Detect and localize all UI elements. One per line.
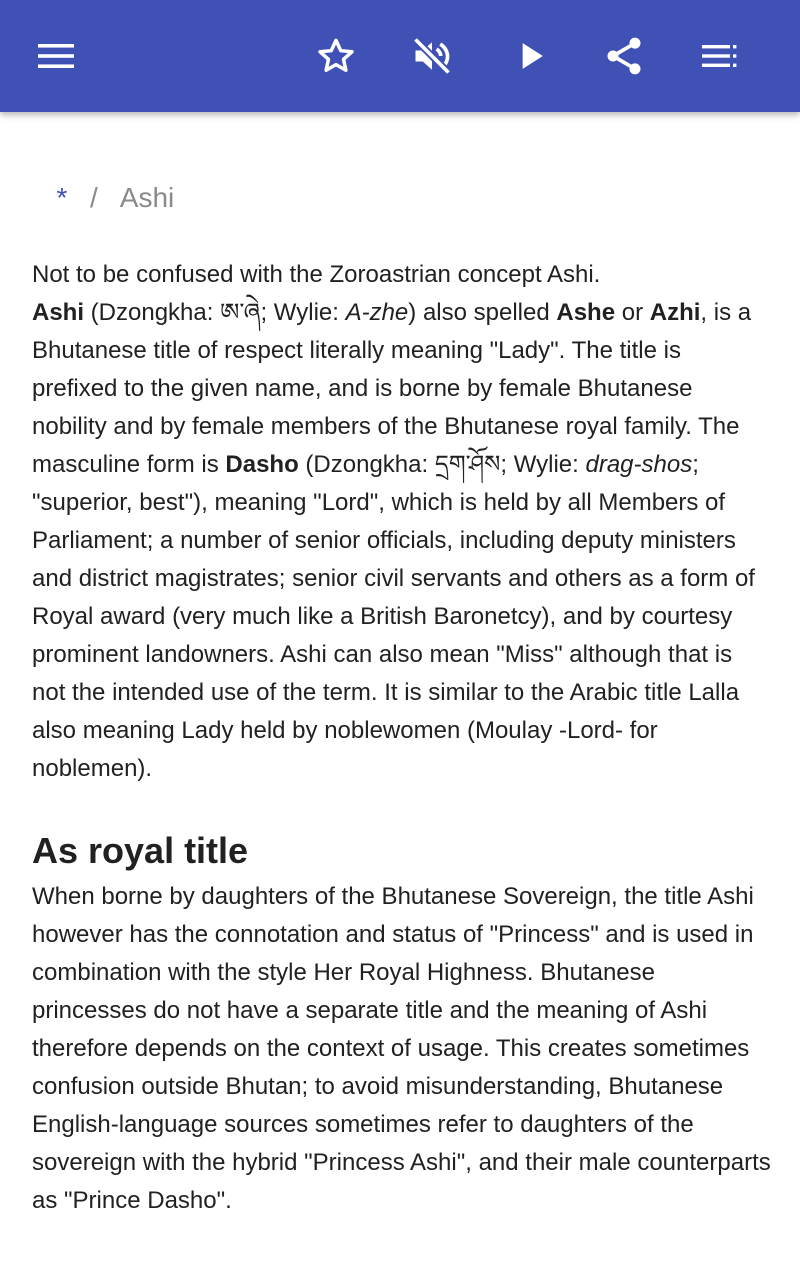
section-body	[32, 878, 772, 1220]
term-ashe: Ashe	[556, 299, 616, 326]
intro-paragraph	[32, 294, 772, 788]
text-span: (Dzongkha:	[298, 451, 435, 478]
list-icon	[700, 36, 740, 76]
text-span: ; "superior, best"), meaning "Lord", which is held by all Members of Parliament; a number of senior officials, including deputy ministers and district magistrates; senior civil servants and others as a form of Royal award (very much like a British Baronetcy), and by courtesy prominent landowners. Ashi can also mean "Miss" although that is not the intended use of the term. It is similar to the Arabic title Lalla also meaning Lady held by noblewomen (Moulay -Lord- for noblemen).	[32, 451, 755, 782]
wylie-transliteration: drag-shos	[585, 451, 693, 478]
breadcrumb-current: Ashi	[119, 182, 175, 213]
volume-off-icon	[410, 34, 454, 78]
share-button[interactable]	[594, 26, 654, 86]
play-button[interactable]	[500, 26, 560, 86]
term-dasho: Dasho	[225, 451, 299, 478]
royal-title-paragraph: When borne by daughters of the Bhutanese Sovereign, the title Ashi however has the connotation and status of "Princess" and is used in combination with the style Her Royal Highness. Bhutanese princesses do not have a separate title and the meaning of Ashi therefore depends on the context of usage. This creates sometimes confusion outside Bhutan; to avoid misunderstanding, Bhutanese English-language sources sometimes refer to daughters of the sovereign with the hybrid "Princess Ashi", and their male counterparts as "Prince Dasho".	[32, 883, 771, 1214]
hatnote: Not to be confused with the Zoroastrian concept Ashi.	[32, 261, 601, 288]
breadcrumb	[32, 176, 174, 220]
menu-icon	[36, 36, 76, 76]
term-azhi: Azhi	[649, 299, 701, 326]
text-span: or	[615, 299, 650, 326]
article-body	[32, 256, 772, 788]
breadcrumb-separator: /	[90, 182, 98, 213]
dzongkha-script: དྲག་ཤོས	[434, 451, 501, 478]
app-toolbar	[0, 0, 800, 112]
star-outline-icon	[314, 34, 358, 78]
contents-button[interactable]	[690, 26, 750, 86]
wylie-transliteration: A-zhe	[345, 299, 409, 326]
text-span: ; Wylie:	[500, 451, 586, 478]
section-heading: As royal title	[32, 830, 249, 871]
share-icon	[602, 34, 646, 78]
text-span: ; Wylie:	[260, 299, 346, 326]
dzongkha-script: ཨ་ཞེ	[220, 299, 261, 326]
text-span: ) also spelled	[408, 299, 557, 326]
breadcrumb-home-link[interactable]: *	[56, 182, 68, 213]
menu-button[interactable]	[26, 26, 86, 86]
term-ashi: Ashi	[32, 299, 85, 326]
mute-button[interactable]	[402, 26, 462, 86]
text-span: , is a Bhutanese title of respect literally meaning "Lady". The title is prefixed to the given name, and is borne by female Bhutanese nobility and by female members of the Bhutanese royal family. The masculine form is	[32, 299, 752, 478]
text-span: (Dzongkha:	[84, 299, 221, 326]
bookmark-button[interactable]	[306, 26, 366, 86]
play-icon	[508, 34, 552, 78]
